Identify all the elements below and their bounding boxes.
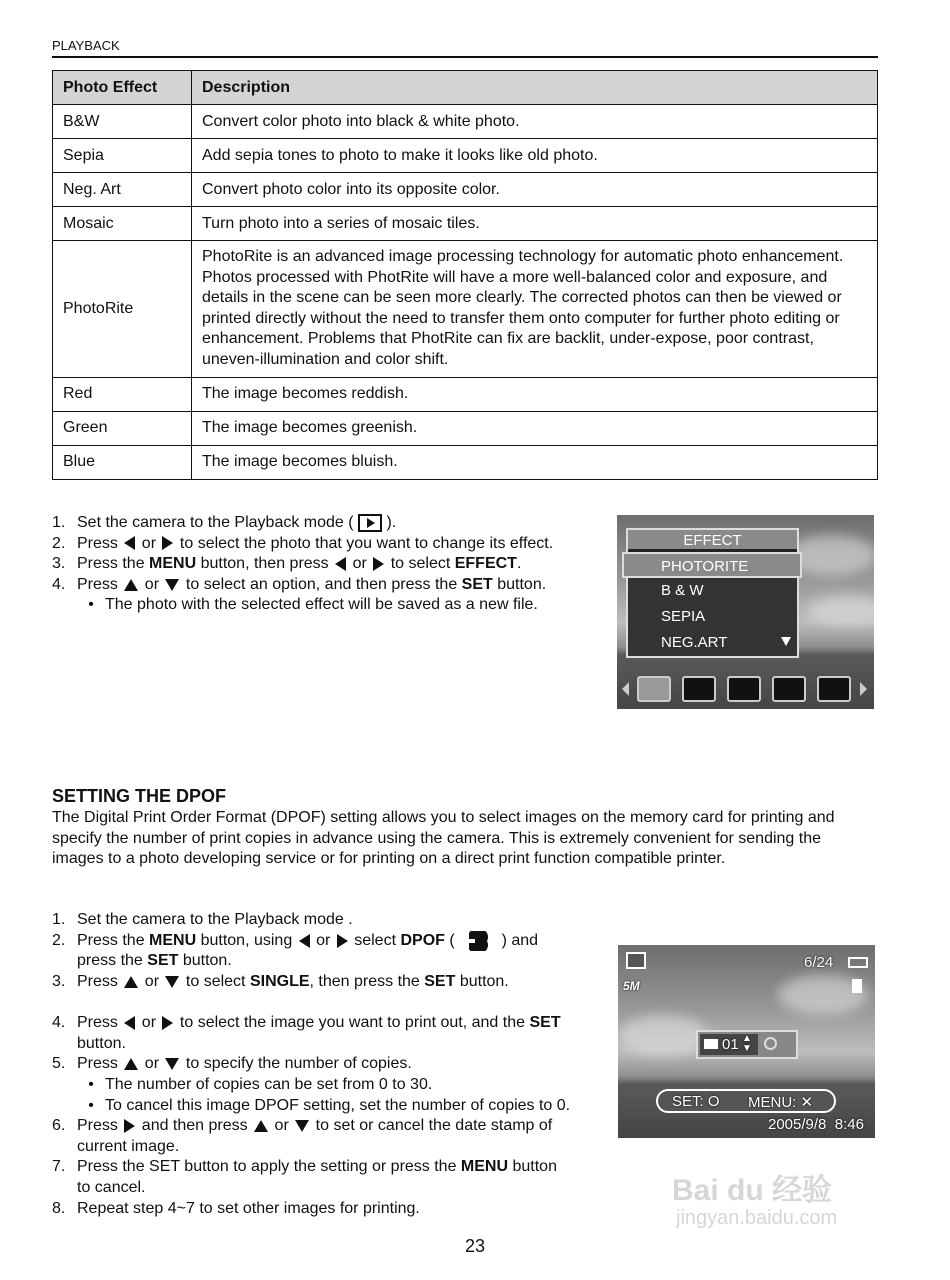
text-run: select [349, 931, 401, 949]
step-item [52, 1116, 572, 1157]
set-menu-hint [656, 1089, 836, 1113]
table-row [53, 173, 878, 207]
bullet-item [52, 1096, 572, 1117]
resize-icon [727, 676, 761, 702]
left-arrow-icon [622, 682, 629, 696]
text-run: button. [178, 952, 232, 970]
bold-term: MENU [149, 931, 197, 949]
left-arrow-icon [335, 557, 346, 571]
menu-item-selected: PHOTORITE [622, 552, 802, 578]
effect-name: Red [53, 377, 192, 411]
text-run: to select an option, and then press the [181, 575, 462, 593]
step-number: 1. [52, 911, 66, 928]
text-run: button. [77, 1014, 566, 1052]
step-item [52, 910, 572, 931]
date-time: 2005/9/8 8:46 [768, 1116, 864, 1133]
up-arrow-icon [124, 976, 138, 988]
battery-icon [848, 957, 868, 968]
text-run: , then press the [309, 973, 425, 991]
step-text [77, 1054, 412, 1075]
step-item [52, 1013, 572, 1054]
step-text [77, 554, 521, 575]
text-run: to select the image you want to print out, and the [175, 1014, 530, 1032]
printer-icon [704, 1039, 718, 1049]
step-number: • [88, 596, 94, 614]
favorite-icon [772, 676, 806, 702]
right-arrow-icon [337, 934, 348, 948]
step-text [77, 534, 553, 555]
text-run: Press [77, 1014, 123, 1032]
bullet-item [52, 595, 592, 616]
bold-term: SET [529, 1014, 561, 1032]
right-arrow-icon [124, 1119, 135, 1133]
step-text [77, 1013, 572, 1054]
up-down-icon: ▲ ▼ [742, 1033, 752, 1054]
text-run: To cancel this image DPOF setting, set the number of copies to 0. [105, 1096, 571, 1114]
step-text [77, 910, 353, 931]
effect-description: Add sepia tones to photo to make it looks like old photo. [192, 139, 878, 173]
section-intro: The Digital Print Order Format (DPOF) setting allows you to select images on the memory card for printing and specify the number of print copies in advance using the camera. This is extremely convenient for sending the images to a photo developing service or for printing on a direct print function compatible printer. [52, 809, 835, 868]
step-item [52, 1157, 572, 1198]
text-run: ) and press the [77, 931, 543, 970]
step-text [77, 972, 509, 993]
column-header: Description [192, 71, 878, 105]
dpof-steps [52, 910, 572, 1219]
effect-description: The image becomes bluish. [192, 445, 878, 479]
text-run: button. [455, 973, 509, 991]
step-number: 2. [52, 534, 66, 552]
text-run: to select the photo that you want to change its effect. [175, 534, 554, 552]
table-row [53, 105, 878, 139]
text-run: Press [77, 973, 123, 991]
image-size: 5M [623, 979, 640, 993]
step-number: 7. [52, 1158, 66, 1176]
text-run: The number of copies can be set from 0 to 30. [105, 1075, 433, 1093]
step-item [52, 972, 572, 993]
watermark-url: jingyan.baidu.com [676, 1207, 838, 1229]
effect-description: PhotoRite is an advanced image processing technology for automatic photo enhancement. Photos processed with PhotRite will have a more well-balanced color and exposure, and details in the scene can be seen more clearly. The corrected photos can then be viewed or printed directly without the need to transfer them onto computer for further photo editing or enhancement. Problems that PhotRite can fix are backlit, under-expose, poor contrast, uneven-illumination and color shift. [192, 241, 878, 378]
text-run: Press the [77, 931, 150, 949]
step-item [52, 931, 572, 972]
text-run: Press the [77, 555, 150, 573]
left-arrow-icon [124, 1016, 135, 1030]
right-arrow-icon [373, 557, 384, 571]
text-run: button. [492, 575, 547, 593]
down-arrow-icon [295, 1120, 309, 1132]
text-run: ). [382, 514, 397, 531]
menu-item: B & W [661, 582, 704, 599]
bold-term: SINGLE [249, 973, 310, 991]
text-run: or [348, 555, 372, 573]
bold-term: EFFECT [454, 555, 517, 573]
step-item [52, 534, 592, 555]
text-run: button to cancel. [77, 1158, 562, 1196]
watermark-logo: Bai du 经验 [672, 1174, 833, 1207]
effect-description: Convert photo color into its opposite color. [192, 173, 878, 207]
step-text [105, 1075, 432, 1096]
effect-name: Sepia [53, 139, 192, 173]
rotate-icon [682, 676, 716, 702]
table-row [53, 445, 878, 479]
step-number: 8. [52, 1199, 66, 1217]
counter: 6/24 [804, 954, 834, 971]
dpof-icon [463, 931, 493, 951]
step-number: 4. [52, 1014, 66, 1032]
step-number: 2. [52, 931, 66, 949]
text-run: button, using [196, 931, 297, 949]
step-text [77, 513, 396, 534]
menu-title: EFFECT [628, 530, 797, 552]
step-number: 6. [52, 1117, 66, 1135]
step-text [105, 1096, 570, 1117]
bold-term: MENU [460, 1158, 509, 1176]
step-number: 4. [52, 575, 66, 593]
effect-menu-screenshot [617, 515, 874, 709]
step-number: • [88, 1096, 94, 1114]
up-arrow-icon [124, 1058, 138, 1070]
effect-name: B&W [53, 105, 192, 139]
text-run: button, then press [196, 555, 334, 573]
step-item [52, 513, 592, 534]
text-run: . [516, 555, 522, 573]
bullet-item [52, 1075, 572, 1096]
text-run: Press [77, 534, 123, 552]
bold-term: SET [147, 952, 179, 970]
text-run: or [140, 973, 164, 991]
up-arrow-icon [124, 579, 138, 591]
down-arrow-icon [165, 1058, 179, 1070]
bold-term: SET [461, 575, 493, 593]
set-hint: SET: O [672, 1093, 720, 1110]
effect-icon [637, 676, 671, 702]
text-run: or [270, 1117, 294, 1135]
column-header: Photo Effect [53, 71, 192, 105]
effect-name: Mosaic [53, 207, 192, 241]
step-number: 1. [52, 514, 66, 531]
header-rule [52, 56, 878, 58]
step-text [105, 595, 538, 616]
step-text [77, 1116, 572, 1157]
menu-hint: MENU: ✕ [748, 1094, 814, 1111]
step-item [52, 1199, 572, 1220]
menu-item: NEG.ART [661, 634, 728, 651]
effect-description: Convert color photo into black & white photo. [192, 105, 878, 139]
step-number: 5. [52, 1055, 66, 1073]
down-arrow-icon [165, 976, 179, 988]
table-header-row [53, 71, 878, 105]
clock-icon [764, 1037, 777, 1050]
text-run: Repeat step 4~7 to set other images for printing. [77, 1199, 420, 1217]
effect-description: The image becomes greenish. [192, 411, 878, 445]
playback-mode-icon [358, 514, 382, 532]
text-run: Press [77, 1055, 123, 1073]
text-run: to select [386, 555, 455, 573]
bold-term: SET [424, 973, 456, 991]
step-text [77, 1199, 420, 1220]
right-arrow-icon [162, 536, 173, 550]
table-row [53, 139, 878, 173]
scroll-down-icon [781, 637, 791, 646]
effect-name: Green [53, 411, 192, 445]
left-arrow-icon [124, 536, 135, 550]
effect-description: Turn photo into a series of mosaic tiles. [192, 207, 878, 241]
step-text [77, 1157, 572, 1198]
effect-name: Neg. Art [53, 173, 192, 207]
text-run: The photo with the selected effect will be saved as a new file. [105, 596, 538, 614]
down-arrow-icon [165, 579, 179, 591]
text-run: Set the camera to the Playback mode . [77, 911, 353, 928]
dpof-screenshot [618, 945, 875, 1138]
step-number: • [88, 1075, 94, 1093]
section-title: SETTING THE DPOF [52, 786, 227, 806]
text-run: to specify the number of copies. [181, 1055, 412, 1073]
text-run: Press [77, 1117, 123, 1135]
text-run: ( [444, 931, 460, 949]
text-run: and then press [137, 1117, 253, 1135]
effect-steps [52, 513, 592, 616]
text-run: Press [77, 575, 123, 593]
text-run: or [140, 1055, 164, 1073]
spacer [52, 993, 572, 1014]
text-run: Press the SET button to apply the setting or press the [77, 1158, 461, 1176]
text-run: Set the camera to the Playback mode ( [77, 514, 359, 531]
table-row [53, 411, 878, 445]
menu-item: SEPIA [661, 608, 706, 625]
effect-name: PhotoRite [53, 241, 192, 378]
step-item [52, 1054, 572, 1075]
text-run: or [311, 931, 335, 949]
text-run: to select [181, 973, 250, 991]
voice-memo-icon [817, 676, 851, 702]
text-run: or [140, 575, 164, 593]
effect-description: The image becomes reddish. [192, 377, 878, 411]
step-item [52, 575, 592, 596]
left-arrow-icon [299, 934, 310, 948]
photo-effect-table [52, 70, 878, 480]
page-number: 23 [464, 1236, 486, 1256]
text-run: or [137, 534, 161, 552]
table-row [53, 241, 878, 378]
step-number: 3. [52, 973, 66, 991]
copies-value: 01 [722, 1036, 739, 1053]
running-header: PLAYBACK [52, 38, 120, 53]
effect-menu [626, 528, 799, 658]
bold-term: MENU [149, 555, 197, 573]
playback-icon [626, 952, 646, 969]
table-row [53, 377, 878, 411]
step-text [77, 575, 546, 596]
dpof-mark-icon [852, 979, 862, 993]
effect-name: Blue [53, 445, 192, 479]
dpof-setting-box [696, 1030, 798, 1059]
bold-term: DPOF [400, 931, 445, 949]
text-run: or [137, 1014, 161, 1032]
up-arrow-icon [254, 1120, 268, 1132]
table-row [53, 207, 878, 241]
right-arrow-icon [860, 682, 867, 696]
step-number: 3. [52, 555, 66, 573]
step-item [52, 554, 592, 575]
text-run: to set or cancel the date stamp of current image. [77, 1117, 557, 1155]
right-arrow-icon [162, 1016, 173, 1030]
step-text [77, 931, 572, 972]
